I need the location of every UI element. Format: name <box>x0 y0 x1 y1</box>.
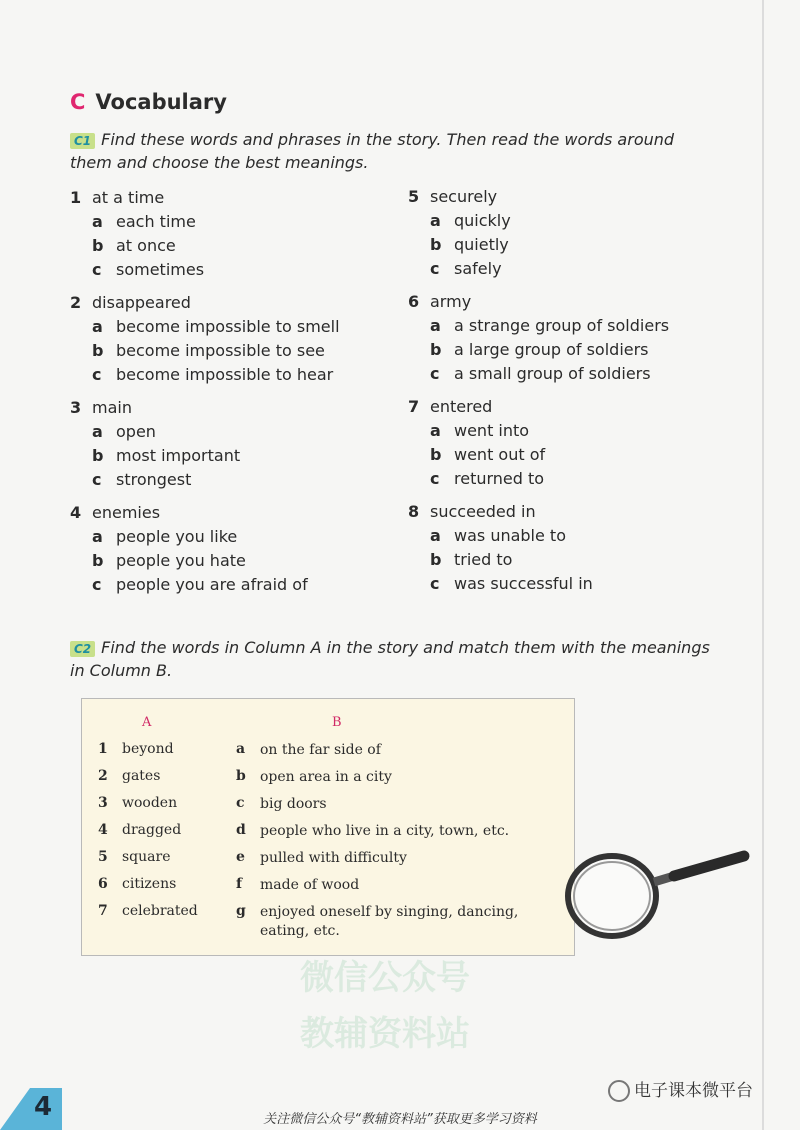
question-word: army <box>430 292 472 311</box>
option-letter: b <box>430 445 442 464</box>
column-b-meaning: big doors <box>260 796 327 812</box>
answer-option[interactable] <box>70 339 390 363</box>
column-a-word: celebrated <box>122 903 198 919</box>
option-letter: a <box>430 211 441 230</box>
question-number: 6 <box>408 292 420 311</box>
c1-badge: C1 <box>70 133 95 149</box>
question-item <box>70 291 390 396</box>
answer-option[interactable] <box>70 234 390 258</box>
question-number: 5 <box>408 187 420 206</box>
option-letter: c <box>430 574 440 593</box>
wechat-icon <box>608 1080 630 1102</box>
row-number: 4 <box>98 822 108 838</box>
option-text: was successful in <box>454 574 593 593</box>
column-b-letter: c <box>236 795 245 811</box>
c1-instruction <box>70 128 720 174</box>
option-letter: c <box>92 470 102 489</box>
option-letter: b <box>430 550 442 569</box>
column-b-letter: g <box>236 903 246 919</box>
column-b-meaning: made of wood <box>260 877 360 893</box>
row-number: 6 <box>98 876 108 892</box>
row-number: 3 <box>98 795 108 811</box>
option-text: open <box>116 422 156 441</box>
option-text: went out of <box>454 445 546 464</box>
matching-table <box>81 698 575 956</box>
option-text: at once <box>116 236 176 255</box>
column-b-header: B <box>332 715 342 730</box>
column-b-meaning: people who live in a city, town, etc. <box>260 823 510 839</box>
answer-option[interactable] <box>70 363 390 387</box>
option-text: quickly <box>454 211 511 230</box>
column-b-letter: e <box>236 849 245 865</box>
column-a-header: A <box>142 715 152 730</box>
option-text: returned to <box>454 469 545 488</box>
question-item <box>70 186 390 291</box>
footer-note: 关注微信公众号“教辅资料站”获取更多学习资料 <box>263 1112 537 1127</box>
c1-right-column <box>408 185 728 605</box>
column-a-word: beyond <box>122 741 174 757</box>
column-a-word: wooden <box>122 795 178 811</box>
column-b-meaning: enjoyed oneself by singing, dancing, eating, etc. <box>260 904 519 939</box>
column-a-word: dragged <box>122 822 182 838</box>
answer-option[interactable] <box>70 573 390 597</box>
option-text: become impossible to hear <box>116 365 334 384</box>
answer-option[interactable] <box>408 443 728 467</box>
question-word: main <box>92 398 132 417</box>
answer-option[interactable] <box>70 525 390 549</box>
table-row <box>82 876 576 903</box>
option-letter: a <box>92 212 103 231</box>
question-head <box>408 395 728 419</box>
question-head <box>408 185 728 209</box>
question-word: disappeared <box>92 293 191 312</box>
question-item <box>408 290 728 395</box>
table-row <box>82 768 576 795</box>
answer-option[interactable] <box>408 257 728 281</box>
c2-instruction <box>70 636 720 682</box>
option-letter: a <box>92 317 103 336</box>
answer-option[interactable] <box>408 362 728 386</box>
option-letter: b <box>92 446 104 465</box>
section-title <box>70 90 227 114</box>
option-letter: a <box>430 316 441 335</box>
option-text: a large group of soldiers <box>454 340 649 359</box>
option-text: a small group of soldiers <box>454 364 651 383</box>
watermark <box>300 950 470 1062</box>
option-letter: c <box>430 259 440 278</box>
option-letter: a <box>430 421 441 440</box>
magnifying-glass-icon <box>562 838 752 948</box>
option-text: a strange group of soldiers <box>454 316 670 335</box>
brand-text: 电子课本微平台 <box>634 1081 753 1101</box>
answer-option[interactable] <box>408 314 728 338</box>
row-number: 5 <box>98 849 108 865</box>
option-text: most important <box>116 446 241 465</box>
section-heading: Vocabulary <box>95 90 227 114</box>
watermark-line-1: 微信公众号 <box>300 958 470 998</box>
option-letter: c <box>430 469 440 488</box>
option-text: people you are afraid of <box>116 575 308 594</box>
question-head <box>408 500 728 524</box>
option-letter: a <box>430 526 441 545</box>
option-letter: b <box>92 341 104 360</box>
question-head <box>70 396 390 420</box>
question-number: 2 <box>70 293 82 312</box>
question-number: 4 <box>70 503 82 522</box>
option-letter: b <box>430 235 442 254</box>
option-text: people you hate <box>116 551 246 570</box>
column-b-letter: b <box>236 768 246 784</box>
option-text: become impossible to see <box>116 341 325 360</box>
option-letter: c <box>430 364 440 383</box>
option-letter: c <box>92 260 102 279</box>
table-row <box>82 795 576 822</box>
question-word: enemies <box>92 503 161 522</box>
option-text: safely <box>454 259 502 278</box>
table-row <box>82 849 576 876</box>
answer-option[interactable] <box>408 524 728 548</box>
question-number: 1 <box>70 188 82 207</box>
question-head <box>70 501 390 525</box>
option-letter: c <box>92 575 102 594</box>
answer-option[interactable] <box>70 315 390 339</box>
answer-option[interactable] <box>408 572 728 596</box>
question-item <box>408 500 728 605</box>
option-text: each time <box>116 212 196 231</box>
brand-label <box>608 1076 753 1102</box>
answer-option[interactable] <box>408 419 728 443</box>
question-word: succeeded in <box>430 502 536 521</box>
question-number: 3 <box>70 398 82 417</box>
column-b-letter: f <box>236 876 243 892</box>
column-b-meaning: on the far side of <box>260 742 381 758</box>
option-letter: b <box>430 340 442 359</box>
question-head <box>70 186 390 210</box>
option-text: was unable to <box>454 526 566 545</box>
option-letter: c <box>92 365 102 384</box>
column-a-word: square <box>122 849 171 865</box>
question-head <box>70 291 390 315</box>
question-head <box>408 290 728 314</box>
watermark-line-2: 教辅资料站 <box>300 1014 470 1054</box>
answer-option[interactable] <box>408 233 728 257</box>
column-b-letter: a <box>236 741 246 757</box>
answer-option[interactable] <box>70 468 390 492</box>
question-word: entered <box>430 397 493 416</box>
answer-option[interactable] <box>408 209 728 233</box>
page-number: 4 <box>34 1092 53 1122</box>
option-letter: b <box>92 236 104 255</box>
option-letter: b <box>92 551 104 570</box>
column-a-word: citizens <box>122 876 177 892</box>
option-text: sometimes <box>116 260 205 279</box>
c1-instruction-text: Find these words and phrases in the story. Then read the words around them and choose the best meanings. <box>70 130 675 172</box>
answer-option[interactable] <box>408 467 728 491</box>
option-text: went into <box>454 421 530 440</box>
option-text: strongest <box>116 470 192 489</box>
column-b-meaning: open area in a city <box>260 769 392 785</box>
option-text: quietly <box>454 235 509 254</box>
row-number: 2 <box>98 768 108 784</box>
column-b-letter: d <box>236 822 246 838</box>
question-word: securely <box>430 187 498 206</box>
answer-option[interactable] <box>408 548 728 572</box>
question-number: 7 <box>408 397 420 416</box>
option-letter: a <box>92 422 103 441</box>
option-text: people you like <box>116 527 238 546</box>
question-number: 8 <box>408 502 420 521</box>
answer-option[interactable] <box>408 338 728 362</box>
column-a-word: gates <box>122 768 161 784</box>
option-text: become impossible to smell <box>116 317 340 336</box>
answer-option[interactable] <box>70 444 390 468</box>
question-item <box>408 395 728 500</box>
question-item <box>408 185 728 290</box>
option-letter: a <box>92 527 103 546</box>
column-b-meaning: pulled with difficulty <box>260 850 407 866</box>
row-number: 1 <box>98 741 108 757</box>
table-row <box>82 903 576 939</box>
page-edge <box>762 0 764 1130</box>
c2-badge: C2 <box>70 641 95 657</box>
row-number: 7 <box>98 903 108 919</box>
answer-option[interactable] <box>70 549 390 573</box>
c2-instruction-text: Find the words in Column A in the story and match them with the meanings in Column B. <box>70 638 710 680</box>
question-item <box>70 396 390 501</box>
option-text: tried to <box>454 550 513 569</box>
answer-option[interactable] <box>70 210 390 234</box>
answer-option[interactable] <box>70 420 390 444</box>
section-letter: C <box>70 90 86 114</box>
question-word: at a time <box>92 188 165 207</box>
c1-left-column <box>70 186 390 606</box>
table-row <box>82 741 576 768</box>
answer-option[interactable] <box>70 258 390 282</box>
question-item <box>70 501 390 606</box>
table-row <box>82 822 576 849</box>
